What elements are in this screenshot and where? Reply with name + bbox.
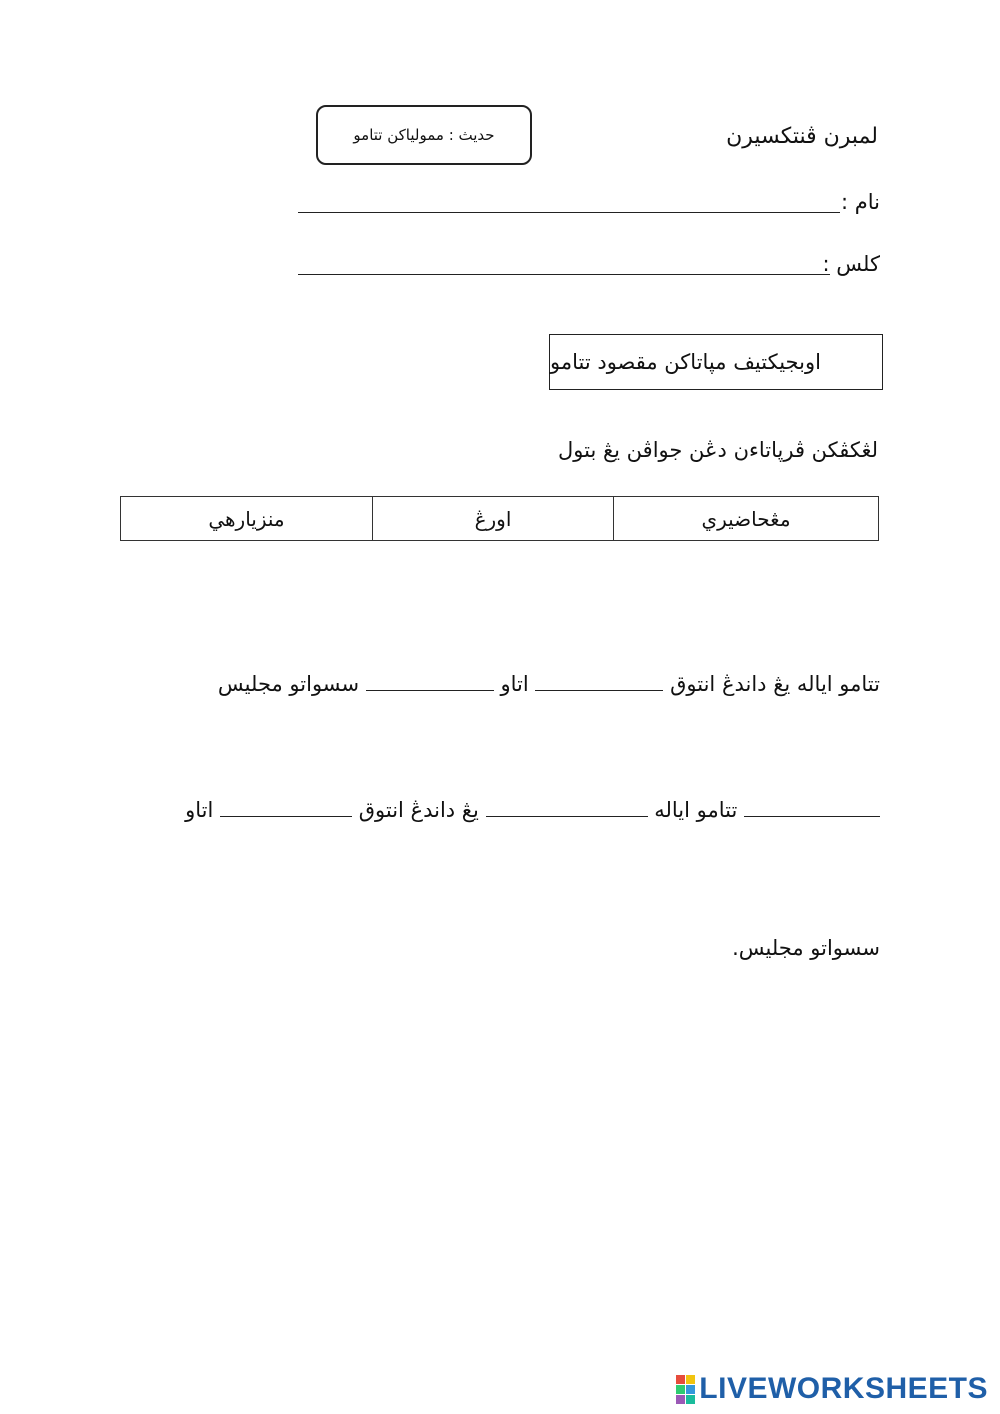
topic-box	[316, 105, 532, 165]
logo-block	[686, 1375, 695, 1384]
name-field[interactable]	[298, 212, 840, 213]
logo-block	[686, 1385, 695, 1394]
sentence-2	[185, 798, 880, 822]
class-field[interactable]	[298, 274, 830, 275]
worksheet-title: لمبرن ڤنتكسيرن	[726, 124, 878, 149]
sentence-2-part-1: تتامو اياله	[654, 798, 738, 822]
liveworksheets-logo	[676, 1372, 988, 1406]
instruction-text: لڠكڤكن ڤرپاتاءن دڠن جواڤن يڠ بتول	[558, 438, 878, 462]
sentence-1-part-2: اتاو	[500, 672, 529, 696]
blank-4[interactable]	[486, 798, 648, 817]
name-label: نام :	[841, 190, 880, 214]
blank-1[interactable]	[535, 672, 663, 691]
blank-3[interactable]	[744, 798, 880, 817]
logo-text: LIVEWORKSHEETS	[699, 1372, 988, 1405]
word-bank-item: اورڠ	[373, 497, 614, 541]
logo-block	[676, 1385, 685, 1394]
topic-text: حديث : ممولياكن تتامو	[353, 126, 495, 144]
word-bank-item: مڠحاضيري	[614, 497, 879, 541]
logo-block	[686, 1395, 695, 1404]
sentence-1-part-1: تتامو اياله يڠ داندڠ انتوق	[670, 672, 880, 696]
word-bank-item: منزيارهي	[121, 497, 373, 541]
logo-icon	[676, 1375, 695, 1404]
sentence-3: سسواتو مجليس.	[732, 936, 880, 960]
sentence-1	[218, 672, 880, 696]
sentence-2-part-2: يڠ داندڠ انتوق	[358, 798, 479, 822]
objective-box	[549, 334, 883, 390]
logo-block	[676, 1395, 685, 1404]
class-label: كلس :	[822, 252, 880, 276]
sentence-1-part-3: سسواتو مجليس	[217, 672, 360, 696]
objective-text: اوبجيكتيف مپاتاكن مقصود تتامو	[550, 350, 821, 374]
blank-2[interactable]	[366, 672, 494, 691]
sentence-2-part-3: اتاو	[185, 798, 214, 822]
blank-5[interactable]	[220, 798, 352, 817]
word-bank-table	[120, 496, 879, 541]
logo-block	[676, 1375, 685, 1384]
